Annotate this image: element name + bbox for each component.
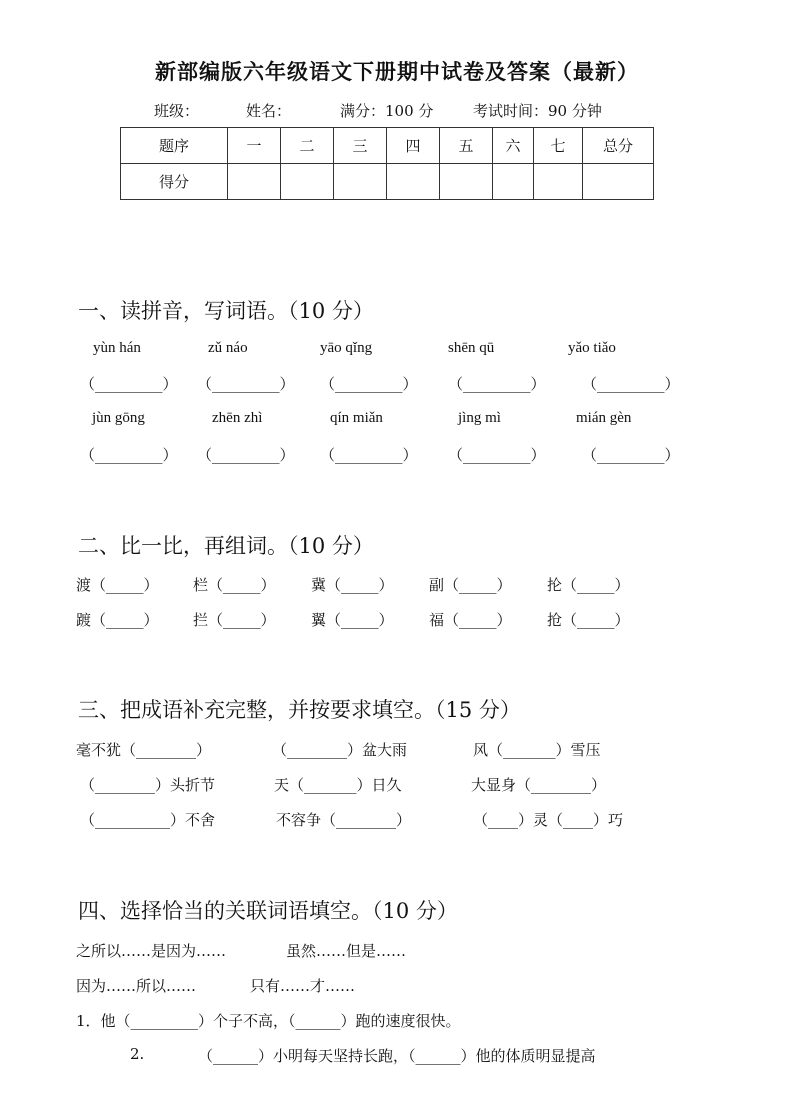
answer-blank[interactable]: （_________） (448, 446, 546, 464)
section-2-heading: 二、比一比，再组词。（10 分） (78, 534, 374, 558)
question-1[interactable]: 1．他（_________）个子不高，（______）跑的速度很快。 (76, 1012, 461, 1030)
pinyin: zǔ náo (208, 340, 248, 356)
answer-blank[interactable]: （_________） (448, 375, 546, 393)
table-header-cell: 一 (228, 128, 281, 164)
answer-blank[interactable]: （_________） (582, 375, 680, 393)
idiom-item[interactable]: 大显身（________） (471, 776, 607, 794)
pinyin: yùn hán (93, 340, 141, 356)
name-label: 姓名： (246, 102, 292, 120)
pinyin: zhēn zhì (212, 410, 263, 426)
pinyin: mián gèn (576, 410, 632, 426)
score-table (120, 127, 654, 200)
score-cell[interactable] (440, 164, 493, 200)
word-pair-item[interactable]: 福（_____） (429, 611, 512, 629)
pinyin: jùn gōng (92, 410, 145, 426)
question-2[interactable]: （______）小明每天坚持长跑，（______）他的体质明显提高 (198, 1047, 596, 1065)
word-pair-item[interactable]: 拦（_____） (193, 611, 276, 629)
conjunction-option: 虽然……但是…… (286, 942, 407, 960)
answer-blank[interactable]: （_________） (80, 446, 178, 464)
idiom-item[interactable]: 不容争（________） (276, 811, 412, 829)
idiom-item[interactable]: （__________）不舍 (80, 811, 216, 829)
table-header-cell: 三 (334, 128, 387, 164)
answer-blank[interactable]: （_________） (320, 375, 418, 393)
answer-blank[interactable]: （_________） (320, 446, 418, 464)
score-table-row (121, 164, 654, 200)
pinyin: yāo qǐng (320, 340, 373, 356)
score-cell[interactable] (334, 164, 387, 200)
page-title: 新部编版六年级语文下册期中试卷及答案（最新） (155, 59, 639, 84)
score-label: 满分：100 分 (340, 102, 434, 120)
question-2-number: 2. (130, 1045, 145, 1063)
score-cell[interactable] (281, 164, 334, 200)
word-pair-item[interactable]: 栏（_____） (193, 576, 276, 594)
time-label: 考试时间：90 分钟 (473, 102, 602, 120)
answer-blank[interactable]: （_________） (197, 446, 295, 464)
score-cell[interactable] (534, 164, 583, 200)
pinyin: shēn qū (448, 340, 495, 356)
class-label: 班级： (154, 102, 200, 120)
idiom-item[interactable]: （____）灵（____）巧 (473, 811, 624, 829)
idiom-item[interactable]: （________）头折节 (80, 776, 216, 794)
table-header-cell: 二 (281, 128, 334, 164)
idiom-item[interactable]: 风（_______）雪压 (473, 741, 601, 759)
table-header-cell: 总分 (583, 128, 654, 164)
table-header-cell: 四 (387, 128, 440, 164)
word-pair-item[interactable]: 抡（_____） (547, 576, 630, 594)
table-row-label: 得分 (121, 164, 228, 200)
word-pair-item[interactable]: 副（_____） (429, 576, 512, 594)
section-4-heading: 四、选择恰当的关联词语填空。（10 分） (78, 899, 458, 923)
table-header-cell: 七 (534, 128, 583, 164)
conjunction-option: 因为……所以…… (76, 977, 197, 995)
conjunction-option: 只有……才…… (250, 977, 356, 995)
table-header-cell: 六 (493, 128, 534, 164)
idiom-item[interactable]: 天（_______）日久 (274, 776, 402, 794)
word-pair-item[interactable]: 渡（_____） (76, 576, 159, 594)
conjunction-option: 之所以……是因为…… (76, 942, 227, 960)
idiom-item[interactable]: 毫不犹（________） (76, 741, 212, 759)
word-pair-item[interactable]: 冀（_____） (311, 576, 394, 594)
score-cell[interactable] (228, 164, 281, 200)
score-cell[interactable] (493, 164, 534, 200)
section-3-heading: 三、把成语补充完整，并按要求填空。（15 分） (78, 698, 521, 722)
answer-blank[interactable]: （_________） (80, 375, 178, 393)
pinyin: yǎo tiǎo (568, 340, 616, 356)
word-pair-item[interactable]: 踱（_____） (76, 611, 159, 629)
table-header-cell: 题序 (121, 128, 228, 164)
score-cell[interactable] (387, 164, 440, 200)
word-pair-item[interactable]: 翼（_____） (311, 611, 394, 629)
section-1-heading: 一、读拼音，写词语。（10 分） (78, 299, 374, 323)
pinyin: jìng mì (458, 410, 501, 426)
answer-blank[interactable]: （_________） (197, 375, 295, 393)
idiom-item[interactable]: （________）盆大雨 (272, 741, 408, 759)
table-header-cell: 五 (440, 128, 493, 164)
score-table-header-row (121, 128, 654, 164)
answer-blank[interactable]: （_________） (582, 446, 680, 464)
pinyin: qín miǎn (330, 410, 383, 426)
score-cell[interactable] (583, 164, 654, 200)
word-pair-item[interactable]: 抢（_____） (547, 611, 630, 629)
